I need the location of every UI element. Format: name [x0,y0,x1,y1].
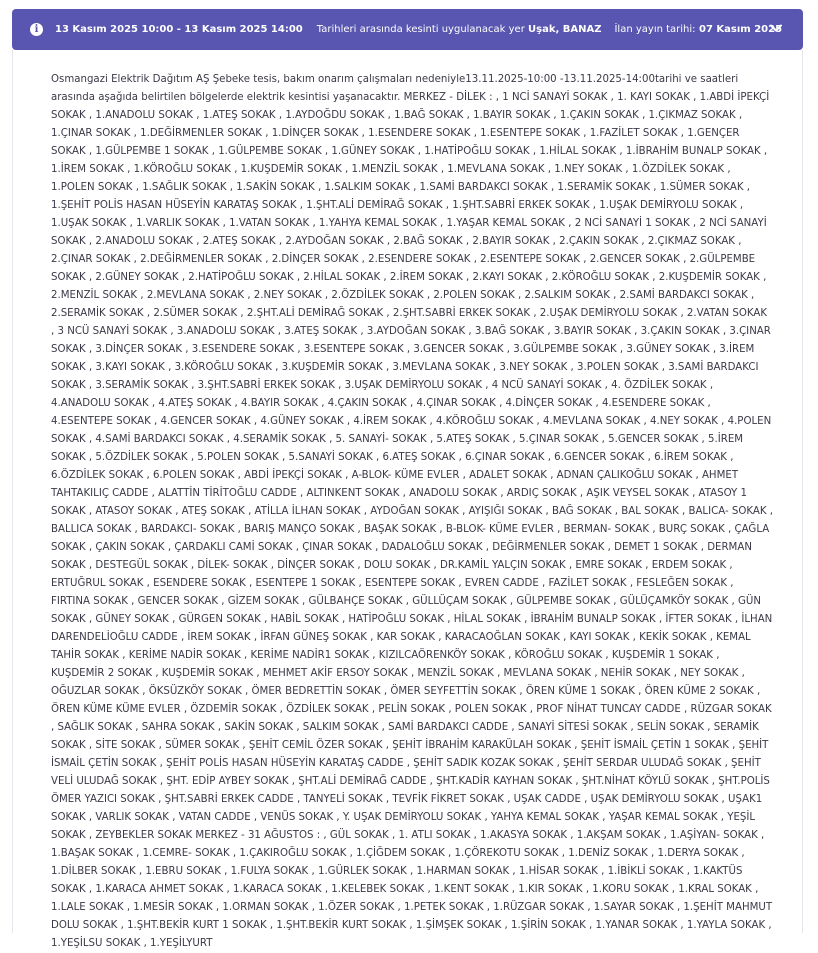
outage-location-line [317,24,602,35]
publish-info [614,24,782,35]
publish-date: 07 Kasım 2025 [699,24,783,35]
outage-detail-panel [12,50,803,949]
outage-date-range: 13 Kasım 2025 10:00 - 13 Kasım 2025 14:00 [55,24,303,35]
outage-header-bar[interactable] [12,9,803,50]
chevron-down-icon[interactable] [769,21,783,35]
info-icon: i [30,23,43,36]
outage-location: Uşak, BANAZ [528,24,602,35]
location-prefix: Tarihleri arasında kesinti uygulanacak yer [316,24,525,35]
publish-label: İlan yayın tarihi: [614,24,696,35]
outage-notice-text: Osmangazi Elektrik Dağıtım AŞ Şebeke tesis, bakım onarım çalışmaları nedeniyle13.11.2025-10:00 -13.11.2025-14:00tarihi ve saatleri arasında aşağıda belirtilen bölgelerde elektrik kesintisi yaşanacaktır. MERKEZ - DİLEK : , 1 NCİ SANAYİ SOKAK , 1. KAYI SOKAK , 1.ABDİ İPEKÇİ SOKAK , 1.ANADOLU SOKAK , 1.ATEŞ SOKAK , 1.AYDOĞDU SOKAK , 1.BAĞ SOKAK , 1.BAYIR SOKAK , 1.ÇAKIN SOKAK , 1.ÇIKMAZ SOKAK , 1.ÇINAR SOKAK , 1.DEĞİRMENLER SOKAK , 1.DİNÇER SOKAK , 1.ESENDERE SOKAK , 1.ESENTEPE SOKAK , 1.FAZİLET SOKAK , 1.GENÇER SOKAK , 1.GÜLPEMBE 1 SOKAK , 1.GÜLPEMBE SOKAK , 1.GÜNEY SOKAK , 1.HATİPOĞLU SOKAK , 1.HİLAL SOKAK , 1.İBRAHİM BUNALP SOKAK , 1.İREM SOKAK , 1.KÖROĞLU SOKAK , 1.KUŞDEMİR SOKAK , 1.MENZİL SOKAK , 1.MEVLANA SOKAK , 1.NEY SOKAK , 1.ÖZDİLEK SOKAK , 1.POLEN SOKAK , 1.SAĞLIK SOKAK , 1.SAKİN SOKAK , 1.SALKIM SOKAK , 1.SAMİ BARDAKCI SOKAK , 1.SERAMİK SOKAK , 1.SÜMER SOKAK , 1.ŞEHİT POLİS HASAN HÜSEYİN KARATAŞ SOKAK , 1.ŞHT.ALİ DEMİRAĞ SOKAK , 1.ŞHT.SABRİ ERKEK SOKAK , 1.UŞAK DEMİRYOLU SOKAK , 1.UŞAK SOKAK , 1.VARLIK SOKAK , 1.VATAN SOKAK , 1.YAHYA KEMAL SOKAK , 1.YAŞAR KEMAL SOKAK , 2 NCİ SANAYİ 1 SOKAK , 2 NCİ SANAYİ SOKAK , 2.ANADOLU SOKAK , 2.ATEŞ SOKAK , 2.AYDOĞAN SOKAK , 2.BAĞ SOKAK , 2.BAYIR SOKAK , 2.ÇAKIN SOKAK , 2.ÇIKMAZ SOKAK , 2.ÇINAR SOKAK , 2.DEĞİRMENLER SOKAK , 2.DİNÇER SOKAK , 2.ESENDERE SOKAK , 2.ESENTEPE SOKAK , 2.GENCER SOKAK , 2.GÜLPEMBE SOKAK , 2.GÜNEY SOKAK , 2.HATİPOĞLU SOKAK , 2.HİLAL SOKAK , 2.İREM SOKAK , 2.KAYI SOKAK , 2.KÖROĞLU SOKAK , 2.KUŞDEMİR SOKAK , 2.MENZİL SOKAK , 2.MEVLANA SOKAK , 2.NEY SOKAK , 2.ÖZDİLEK SOKAK , 2.POLEN SOKAK , 2.SALKIM SOKAK , 2.SAMİ BARDAKCI SOKAK , 2.SERAMİK SOKAK , 2.SÜMER SOKAK , 2.ŞHT.ALİ DEMİRAĞ SOKAK , 2.ŞHT.SABRİ ERKEK SOKAK , 2.UŞAK DEMİRYOLU SOKAK , 2.VATAN SOKAK , 3 NCÜ SANAYİ SOKAK , 3.ANADOLU SOKAK , 3.ATEŞ SOKAK , 3.AYDOĞAN SOKAK , 3.BAĞ SOKAK , 3.BAYIR SOKAK , 3.ÇAKIN SOKAK , 3.ÇINAR SOKAK , 3.DİNÇER SOKAK , 3.ESENDERE SOKAK , 3.ESENTEPE SOKAK , 3.GENCER SOKAK , 3.GÜLPEMBE SOKAK , 3.GÜNEY SOKAK , 3.İREM SOKAK , 3.KAYI SOKAK , 3.KÖROĞLU SOKAK , 3.KUŞDEMİR SOKAK , 3.MEVLANA SOKAK , 3.NEY SOKAK , 3.POLEN SOKAK , 3.SAMİ BARDAKCI SOKAK , 3.SERAMİK SOKAK , 3.ŞHT.SABRİ ERKEK SOKAK , 3.UŞAK DEMİRYOLU SOKAK , 4 NCÜ SANAYİ SOKAK , 4. ÖZDİLEK SOKAK , 4.ANADOLU SOKAK , 4.ATEŞ SOKAK , 4.BAYIR SOKAK , 4.ÇAKIN SOKAK , 4.ÇINAR SOKAK , 4.DİNÇER SOKAK , 4.ESENDERE SOKAK , 4.ESENTEPE SOKAK , 4.GENCER SOKAK , 4.GÜNEY SOKAK , 4.İREM SOKAK , 4.KÖROĞLU SOKAK , 4.MEVLANA SOKAK , 4.NEY SOKAK , 4.POLEN SOKAK , 4.SAMİ BARDAKCI SOKAK , 4.SERAMİK SOKAK , 5. SANAYİ- SOKAK , 5.ATEŞ SOKAK , 5.ÇINAR SOKAK , 5.GENCER SOKAK , 5.İREM SOKAK , 5.ÖZDİLEK SOKAK , 5.POLEN SOKAK , 5.SANAYİ SOKAK , 6.ATEŞ SOKAK , 6.ÇINAR SOKAK , 6.GENCER SOKAK , 6.İREM SOKAK , 6.ÖZDİLEK SOKAK , 6.POLEN SOKAK , ABDİ İPEKÇİ SOKAK , A-BLOK- KÜME EVLER , ADALET SOKAK , ADNAN ÇALIKOĞLU SOKAK , AHMET TAHTAKILIÇ CADDE , ALATTİN TİRİTOĞLU CADDE , ALTINKENT SOKAK , ANADOLU SOKAK , ARDIÇ SOKAK , AŞIK VEYSEL SOKAK , ATASOY 1 SOKAK , ATASOY SOKAK , ATEŞ SOKAK , ATİLLA İLHAN SOKAK , AYDOĞAN SOKAK , AYIŞIĞI SOKAK , BAĞ SOKAK , BAL SOKAK , BALICA- SOKAK , BALLICA SOKAK , BARDAKCI- SOKAK , BARIŞ MANÇO SOKAK , BAŞAK SOKAK , B-BLOK- KÜME EVLER , BERMAN- SOKAK , BURÇ SOKAK , ÇAĞLA SOKAK , ÇAKIN SOKAK , ÇARDAKLI CAMİ SOKAK , ÇINAR SOKAK , DADALOĞLU SOKAK , DEĞİRMENLER SOKAK , DEMET 1 SOKAK , DERMAN SOKAK , DESTEGÜL SOKAK , DİLEK- SOKAK , DİNÇER SOKAK , DOLU SOKAK , DR.KAMİL YALÇIN SOKAK , EMRE SOKAK , ERDEM SOKAK , ERTUĞRUL SOKAK , ESENDERE SOKAK , ESENTEPE 1 SOKAK , ESENTEPE SOKAK , EVREN CADDE , FAZİLET SOKAK , FESLEĞEN SOKAK , FIRTINA SOKAK , GENCER SOKAK , GİZEM SOKAK , GÜLBAHÇE SOKAK , GÜLLÜÇAM SOKAK , GÜLPEMBE SOKAK , GÜLÜÇAMKÖY SOKAK , GÜN SOKAK , GÜNEY SOKAK , GÜRGEN SOKAK , HABİL SOKAK , HATİPOĞLU SOKAK , HİLAL SOKAK , İBRAHİM BUNALP SOKAK , İFTER SOKAK , İLHAN DARENDELİOĞLU CADDE , İREM SOKAK , İRFAN GÜNEŞ SOKAK , KAR SOKAK , KARACAOĞLAN SOKAK , KAYI SOKAK , KEKİK SOKAK , KEMAL TAHİR SOKAK , KERİME NADİR SOKAK , KERİME NADİR1 SOKAK , KIZILCAÖRENKÖY SOKAK , KÖROĞLU SOKAK , KUŞDEMİR 1 SOKAK , KUŞDEMİR 2 SOKAK , KUŞDEMİR SOKAK , MEHMET AKİF ERSOY SOKAK , MENZİL SOKAK , MEVLANA SOKAK , NEHİR SOKAK , NEY SOKAK , OĞUZLAR SOKAK , ÖKSÜZKÖY SOKAK , ÖMER BEDRETTİN SOKAK , ÖMER SEYFETTİN SOKAK , ÖREN KÜME 1 SOKAK , ÖREN KÜME 2 SOKAK , ÖREN KÜME KÜME EVLER , ÖZDEMİR SOKAK , ÖZDİLEK SOKAK , PELİN SOKAK , POLEN SOKAK , PROF NİHAT TUNCAY CADDE , RÜZGAR SOKAK , SAĞLIK SOKAK , SAHRA SOKAK , SAKİN SOKAK , SALKIM SOKAK , SAMİ BARDAKCI CADDE , SANAYİ SİTESİ SOKAK , SELİN SOKAK , SERAMİK SOKAK , SİTE SOKAK , SÜMER SOKAK , ŞEHİT CEMİL ÖZER SOKAK , ŞEHİT İBRAHİM KARAKÜLAH SOKAK , ŞEHİT İSMAİL ÇETİN 1 SOKAK , ŞEHİT İSMAİL ÇETİN SOKAK , ŞEHİT POLİS HASAN HÜSEYİN KARATAŞ CADDE , ŞEHİT SADIK KOZAK SOKAK , ŞEHİT SERDAR ULUDAĞ SOKAK , ŞEHİT VELİ ULUDAĞ SOKAK , ŞHT. EDİP AYBEY SOKAK , ŞHT.ALİ DEMİRAĞ CADDE , ŞHT.KADİR KAYHAN SOKAK , ŞHT.NİHAT KÖYLÜ SOKAK , ŞHT.POLİS ÖMER YAZICI SOKAK , ŞHT.SABRİ ERKEK CADDE , TANYELİ SOKAK , TEVFİK FİKRET SOKAK , UŞAK CADDE , UŞAK DEMİRYOLU SOKAK , UŞAK1 SOKAK , VARLIK SOKAK , VATAN CADDE , VENÜS SOKAK , Y. UŞAK DEMİRYOLU SOKAK , YAHYA KEMAL SOKAK , YAŞAR KEMAL SOKAK , YEŞİL SOKAK , ZEYBEKLER SOKAK MERKEZ - 31 AĞUSTOS : , GÜL SOKAK , 1. ATLI SOKAK , 1.AKASYA SOKAK , 1.AKŞAM SOKAK , 1.AŞİYAN- SOKAK , 1.BAŞAK SOKAK , 1.CEMRE- SOKAK , 1.ÇAKIROĞLU SOKAK , 1.ÇİĞDEM SOKAK , 1.ÇÖREKOTU SOKAK , 1.DENİZ SOKAK , 1.DERYA SOKAK , 1.DİLBER SOKAK , 1.EBRU SOKAK , 1.FULYA SOKAK , 1.GÜRLEK SOKAK , 1.HARMAN SOKAK , 1.HİSAR SOKAK , 1.İBİKLİ SOKAK , 1.KAKTÜS SOKAK , 1.KARACA AHMET SOKAK , 1.KARACA SOKAK , 1.KELEBEK SOKAK , 1.KENT SOKAK , 1.KIR SOKAK , 1.KORU SOKAK , 1.KRAL SOKAK , 1.LALE SOKAK , 1.MESİR SOKAK , 1.ORMAN SOKAK , 1.ÖZER SOKAK , 1.PETEK SOKAK , 1.RÜZGAR SOKAK , 1.SAYAR SOKAK , 1.ŞEHİT MAHMUT DOLU SOKAK , 1.ŞHT.BEKİR KURT 1 SOKAK , 1.ŞHT.BEKİR KURT SOKAK , 1.ŞİMŞEK SOKAK , 1.ŞİRİN SOKAK , 1.YANAR SOKAK , 1.YAYLA SOKAK , 1.YEŞİLSU SOKAK , 1.YEŞİLYURT [51,74,773,949]
